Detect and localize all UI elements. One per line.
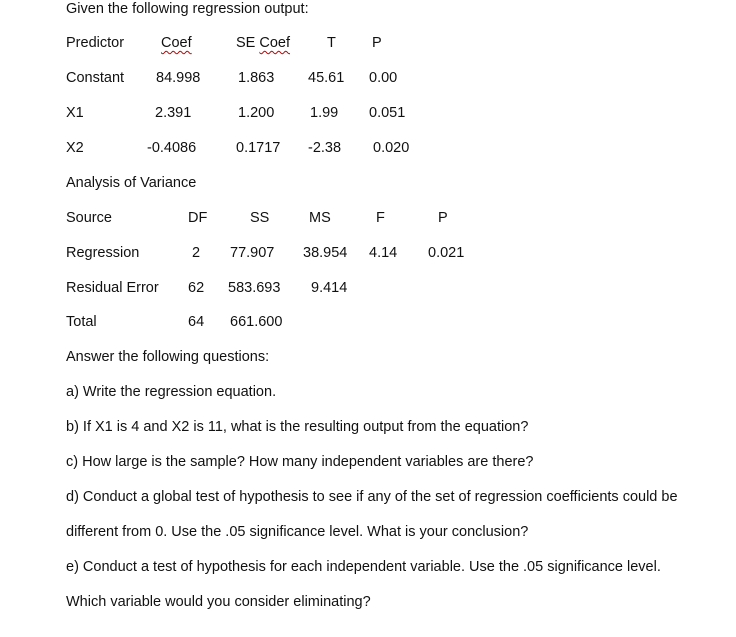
coef-row-x1-coef: 2.391	[155, 105, 192, 121]
col-header-coef: Coef	[161, 35, 192, 51]
anova-header-f: F	[376, 210, 385, 226]
question-d-line1: d) Conduct a global test of hypothesis to see if any of the set of regression coefficients could be	[66, 489, 678, 505]
coef-row-x2-t: -2.38	[308, 140, 342, 156]
question-b: b) If X1 is 4 and X2 is 11, what is the resulting output from the equation?	[66, 419, 529, 435]
coef-row-constant-predictor: Constant	[66, 70, 125, 86]
intro-text: Given the following regression output:	[66, 1, 309, 17]
coef-row-constant-t: 45.61	[308, 70, 345, 86]
col-header-se-coef: SE Coef	[236, 35, 291, 51]
coef-row-constant-p: 0.00	[369, 70, 398, 86]
anova-row-total-source: Total	[66, 314, 97, 330]
anova-row-regression-source: Regression	[66, 245, 140, 261]
anova-row-regression-p: 0.021	[428, 245, 465, 261]
question-c: c) How large is the sample? How many independent variables are there?	[66, 454, 534, 470]
anova-header-ss: SS	[250, 210, 270, 226]
anova-header-ms: MS	[309, 210, 331, 226]
col-header-predictor: Predictor	[66, 35, 125, 51]
anova-header-source: Source	[66, 210, 112, 226]
coef-row-x2-coef: -0.4086	[147, 140, 197, 156]
anova-row-total-ss: 661.600	[230, 314, 283, 330]
coef-row-x1-predictor: X1	[66, 105, 84, 121]
coef-row-x2-predictor: X2	[66, 140, 84, 156]
coef-row-constant-coef: 84.998	[156, 70, 201, 86]
coef-row-x1-se: 1.200	[238, 105, 275, 121]
col-header-t: T	[327, 35, 336, 51]
coef-row-x1-p: 0.051	[369, 105, 406, 121]
question-a: a) Write the regression equation.	[66, 384, 277, 400]
anova-row-residual-df: 62	[188, 280, 205, 296]
coef-row-x1-t: 1.99	[310, 105, 339, 121]
anova-header-df: DF	[188, 210, 208, 226]
col-header-p: P	[372, 35, 382, 51]
anova-title: Analysis of Variance	[66, 175, 197, 191]
anova-row-regression-df: 2	[192, 245, 201, 261]
coef-row-x2-se: 0.1717	[236, 140, 281, 156]
anova-row-residual-ms: 9.414	[311, 280, 348, 296]
question-e-line2: Which variable would you consider eliminating?	[66, 594, 371, 610]
anova-row-regression-f: 4.14	[369, 245, 398, 261]
coef-row-x2-p: 0.020	[373, 140, 410, 156]
question-e-line1: e) Conduct a test of hypothesis for each independent variable. Use the .05 significance level.	[66, 559, 661, 575]
anova-row-residual-ss: 583.693	[228, 280, 281, 296]
questions-intro: Answer the following questions:	[66, 349, 270, 365]
anova-header-p: P	[438, 210, 448, 226]
anova-row-regression-ms: 38.954	[303, 245, 348, 261]
coef-row-constant-se: 1.863	[238, 70, 275, 86]
anova-row-regression-ss: 77.907	[230, 245, 275, 261]
anova-row-residual-source: Residual Error	[66, 280, 159, 296]
anova-row-total-df: 64	[188, 314, 205, 330]
question-d-line2: different from 0. Use the .05 significance level. What is your conclusion?	[66, 524, 529, 540]
